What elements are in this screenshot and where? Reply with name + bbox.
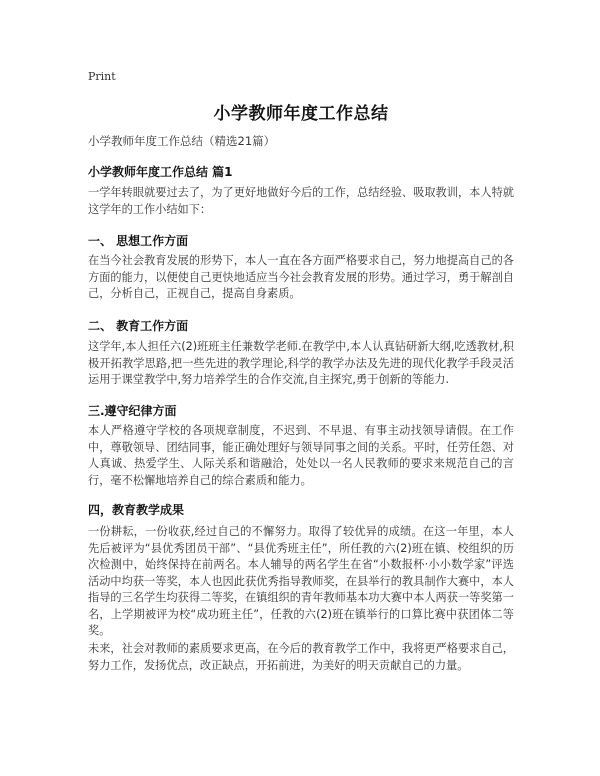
closing-paragraph: 未来，社会对教师的素质要求更高，在今后的教育教学工作中，我将更严格要求自己，努力工作，发扬优点，改正缺点，开拓前进，为美好的明天贡献自己的力量。	[88, 642, 514, 672]
section-body-teaching: 这学年,本人担任六(2)班班主任兼数学老师.在教学中,本人认真钻研新大纲,吃透教材,积极开拓教学思路,把一些先进的教学理论,科学的教学办法及先进的现代化教学手段灵活运用于课堂教学中,努力培养学生的合作交流,自主探究,勇于创新的等能力.	[88, 340, 514, 386]
section-heading-teaching: 二、 教育工作方面	[88, 319, 189, 333]
section-heading-achievements: 四，教育教学成果	[88, 503, 185, 517]
intro-paragraph: 一学年转眼就要过去了，为了更好地做好今后的工作，总结经验、吸取教训，本人特就这学年的工作小结如下：	[88, 186, 514, 216]
section-heading-ideology: 一、 思想工作方面	[88, 234, 189, 248]
article-heading: 小学教师年度工作总结 篇1	[88, 165, 233, 179]
print-label[interactable]: Print	[88, 70, 116, 83]
section-body-ideology: 在当今社会教育发展的形势下，本人一直在各方面严格要求自己，努力地提高自己的各方面的能力，以便使自己更快地适应当今社会教育发展的形势。通过学习，勇于解剖自己，分析自己，正视自己，提高自身素质。	[88, 254, 514, 300]
section-body-discipline: 本人严格遵守学校的各项规章制度，不迟到、不早退、有事主动找领导请假。在工作中，尊敬领导、团结同事，能正确处理好与领导同事之间的关系。平时，任劳任怨、对人真诚、热爱学生、人际关系和谐融洽，处处以一名人民教师的要求来规范自己的言行，毫不松懈地培养自己的综合素质和能力。	[88, 424, 514, 487]
document-subtitle: 小学教师年度工作总结（精选21篇）	[88, 134, 276, 148]
section-heading-discipline: 三.遵守纪律方面	[88, 404, 177, 418]
section-body-achievements: 一份耕耘，一份收获,经过自己的不懈努力。取得了较优异的成绩。在这一年里，本人先后被评为“县优秀团员干部”、“县优秀班主任”，所任教的六(2)班在镇、校组织的历次检测中，始终保持在前两名。本人辅导的两名学生在省“小数报杯·小小数学家”评选活动中均获一等奖，本人也因此获优秀指导教师奖，在县举行的教具制作大赛中，本人指导的三名学生均获得二等奖，在镇组织的青年教师基本功大赛中本人两获一等奖第一名，上学期被评为校“成功班主任”，任教的六(2)班在镇举行的口算比赛中获团体二等奖。	[88, 525, 514, 637]
page-title: 小学教师年度工作总结	[213, 104, 389, 124]
